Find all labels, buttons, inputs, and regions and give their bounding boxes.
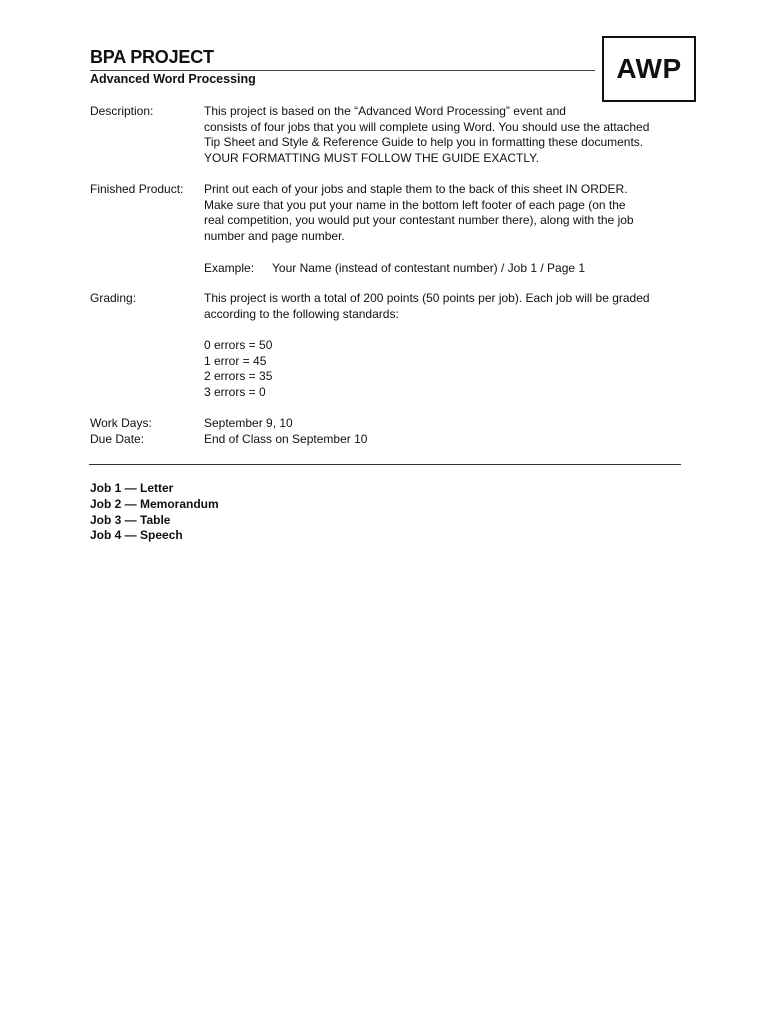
- job-list: [90, 481, 219, 544]
- job-item: Job 2 — Memorandum: [90, 496, 219, 511]
- grading-line: according to the following standards:: [204, 306, 399, 321]
- work-days-value: September 9, 10: [204, 416, 293, 430]
- description-line: consists of four jobs that you will complete using Word. You should use the attached: [204, 119, 650, 134]
- job-item: Job 1 — Letter: [90, 481, 174, 495]
- finished-product-text: [204, 182, 686, 245]
- grading-scale-item: 1 error = 45: [204, 353, 267, 368]
- work-days-label: Work Days:: [90, 416, 152, 430]
- description-line: Tip Sheet and Style & Reference Guide to help you in formatting these documents.: [204, 135, 644, 150]
- due-date-value: End of Class on September 10: [204, 432, 368, 446]
- finished-product-line: Make sure that you put your name in the bottom left footer of each page (on the: [204, 197, 626, 212]
- description-line: YOUR FORMATTING MUST FOLLOW THE GUIDE EXACTLY.: [204, 151, 539, 166]
- finished-product-label: Finished Product:: [90, 182, 184, 196]
- grading-scale-item: 3 errors = 0: [204, 385, 266, 400]
- title-underline: [90, 70, 595, 71]
- section-divider: [89, 464, 681, 465]
- description-line: This project is based on the “Advanced Word Processing” event and: [204, 104, 566, 118]
- example-text: Your Name (instead of contestant number) / Job 1 / Page 1: [272, 261, 586, 275]
- grading-scale-item: 2 errors = 35: [204, 369, 273, 384]
- finished-product-line: Print out each of your jobs and staple them to the back of this sheet IN ORDER.: [204, 182, 628, 196]
- due-date-label: Due Date:: [90, 432, 145, 446]
- job-item: Job 3 — Table: [90, 512, 171, 527]
- finished-product-line: number and page number.: [204, 229, 345, 244]
- example-label: Example:: [204, 261, 255, 275]
- job-item: Job 4 — Speech: [90, 528, 183, 543]
- description-text: [204, 104, 686, 167]
- grading-line: This project is worth a total of 200 points (50 points per job). Each job will be graded: [204, 291, 650, 305]
- page-subtitle: Advanced Word Processing: [90, 72, 256, 86]
- grading-label: Grading:: [90, 291, 137, 305]
- grading-scale-item: 0 errors = 50: [204, 338, 273, 352]
- finished-product-line: real competition, you would put your contestant number there), along with the job: [204, 213, 634, 228]
- awp-badge: AWP: [602, 36, 696, 102]
- description-label: Description:: [90, 104, 154, 118]
- page-title: BPA PROJECT: [90, 47, 214, 67]
- grading-text: [204, 291, 686, 322]
